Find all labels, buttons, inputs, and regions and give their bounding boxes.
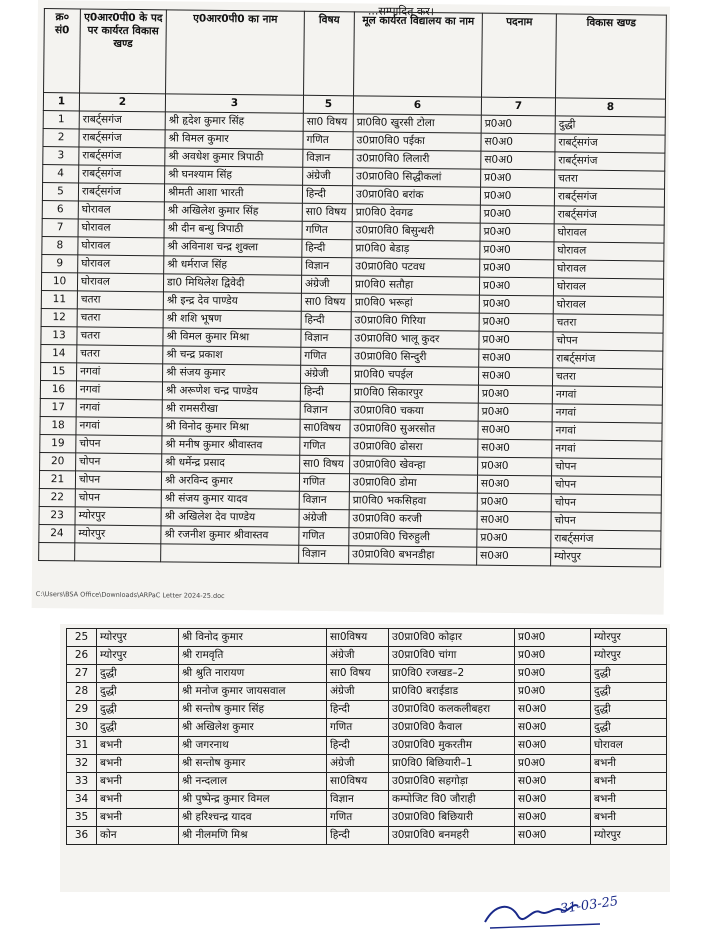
cell-home: बभनी: [591, 755, 667, 773]
cell-designation: स0अ0: [481, 133, 555, 152]
cell-home: बभनी: [591, 809, 667, 827]
cell-home: चोपन: [551, 512, 661, 531]
cell-home: राबर्ट्सगंज: [554, 206, 664, 225]
cell-school: उ0प्रा0वि0 सहगोड़ा: [389, 773, 515, 791]
cell-block: चोपन: [75, 471, 161, 490]
cell-home: घोरावल: [591, 737, 667, 755]
cell-home: चतरा: [552, 368, 662, 387]
cell-name: श्री अखिलेश देव पाण्डेय: [161, 508, 299, 527]
cell-home: दुद्धी: [591, 719, 667, 737]
cell-home: नगवां: [552, 386, 662, 405]
cell-name: श्री मनोज कुमार जायसवाल: [179, 683, 327, 701]
cell-subject: गणित: [327, 719, 389, 737]
table-row: [67, 773, 667, 791]
table-row: [67, 629, 667, 647]
cell-designation: प्र0अ0: [479, 313, 553, 332]
cell-block: राबर्ट्सगंज: [79, 147, 165, 166]
cell-block: बभनी: [97, 791, 179, 809]
cell-sn: 7: [42, 219, 78, 237]
cell-subject: हिन्दी: [300, 383, 350, 402]
cell-subject: अंग्रेजी: [301, 275, 351, 294]
cell-home: नगवां: [552, 422, 662, 441]
cell-name: श्री विमल कुमार: [165, 130, 303, 149]
cell-home: म्योरपुर: [591, 629, 667, 647]
table-row: [67, 755, 667, 773]
cell-sn: 9: [42, 255, 78, 273]
cell-designation: प्र0अ0: [515, 665, 591, 683]
cell-name: श्री नन्दलाल: [179, 773, 327, 791]
cell-home: घोरावल: [553, 296, 663, 315]
cell-subject: हिन्दी: [327, 737, 389, 755]
table-row: [67, 683, 667, 701]
cell-sn: 26: [67, 647, 97, 665]
table-row: [67, 647, 667, 665]
column-number: 3: [165, 94, 303, 113]
document-page-1: [32, 0, 670, 615]
cell-designation: स0अ0: [515, 827, 591, 845]
cell-sn: 10: [41, 273, 77, 291]
cell-subject: अंग्रेजी: [299, 509, 349, 528]
signature-date: 31-03-25: [559, 894, 620, 917]
cell-block: बभनी: [97, 737, 179, 755]
cell-designation: स0अ0: [479, 349, 553, 368]
cell-subject: विज्ञान: [299, 491, 349, 510]
cell-school: उ0प्रा0वि0 पईका: [353, 132, 481, 151]
col-header-school: मूल कार्यरत विद्यालय का नाम: [354, 12, 483, 97]
cell-sn: 19: [40, 435, 76, 453]
cell-subject: विज्ञान: [301, 329, 351, 348]
document-page-2: [60, 624, 670, 892]
cell-block: घोरावल: [78, 237, 164, 256]
cell-subject: अंग्रेजी: [303, 167, 353, 186]
cell-subject: सा0 विषय: [300, 455, 350, 474]
cell-home: दुद्धी: [591, 701, 667, 719]
cell-designation: प्र0अ0: [478, 385, 552, 404]
column-number: 7: [481, 97, 555, 116]
cell-school: प्रा0वि0 सतौहा: [351, 276, 479, 295]
cell-name: श्री सन्तोष कुमार सिंह: [179, 701, 327, 719]
cell-sn: 27: [67, 665, 97, 683]
cell-block: बभनी: [97, 755, 179, 773]
cell-name: श्री धर्मराज सिंह: [164, 256, 302, 275]
col-header-subject: विषय: [304, 11, 355, 96]
column-number: 2: [79, 93, 165, 112]
cell-school: उ0प्रा0वि0 सुअरसोत: [350, 420, 478, 439]
cell-home: राबर्ट्सगंज: [555, 134, 665, 153]
cell-name: श्री अवधेश कुमार त्रिपाठी: [165, 148, 303, 167]
cell-name: श्री अरूणेश चन्द्र पाण्डेय: [162, 382, 300, 401]
header-note: ...सम्पादित कर।: [367, 4, 435, 19]
cell-designation: स0अ0: [515, 791, 591, 809]
cell-block: घोरावल: [78, 201, 164, 220]
cell-block: म्योरपुर: [97, 647, 179, 665]
cell-block: घोरावल: [78, 255, 164, 274]
cell-designation: स0अ0: [477, 547, 551, 566]
cell-designation: स0अ0: [515, 719, 591, 737]
table-row: [67, 701, 667, 719]
cell-designation: स0अ0: [515, 773, 591, 791]
cell-designation: प्र0अ0: [515, 647, 591, 665]
cell-subject: अंग्रेजी: [327, 755, 389, 773]
cell-name: श्री हरिश्चन्द्र यादव: [179, 809, 327, 827]
cell-subject: अंग्रेजी: [301, 365, 351, 384]
cell-school: उ0प्रा0वि0 बरांक: [352, 186, 480, 205]
cell-sn: 3: [43, 147, 79, 165]
cell-subject: गणित: [300, 437, 350, 456]
cell-school: प्रा0वि0 भकसिहवा: [349, 492, 477, 511]
table-row: [67, 791, 667, 809]
cell-designation: प्र0अ0: [480, 259, 554, 278]
cell-subject: गणित: [301, 347, 351, 366]
cell-block: बभनी: [97, 773, 179, 791]
cell-subject: हिन्दी: [302, 185, 352, 204]
cell-sn: 25: [67, 629, 97, 647]
cell-school: प्रा0वि0 बेडाड़: [352, 240, 480, 259]
cell-school: प्रा0वि0 चपईल: [350, 366, 478, 385]
cell-home: नगवां: [552, 440, 662, 459]
cell-sn: 8: [42, 237, 78, 255]
cell-sn: 35: [67, 809, 97, 827]
cell-subject: गणित: [299, 527, 349, 546]
cell-block: राबर्ट्सगंज: [79, 165, 165, 184]
cell-designation: स0अ0: [477, 511, 551, 530]
cell-sn: 17: [40, 399, 76, 417]
column-number: 6: [353, 96, 481, 115]
column-number: 8: [555, 98, 665, 117]
cell-block: चतरा: [77, 291, 163, 310]
cell-designation: प्र0अ0: [481, 115, 555, 134]
cell-sn: 30: [67, 719, 97, 737]
cell-sn: 21: [39, 471, 75, 489]
cell-designation: स0अ0: [478, 367, 552, 386]
cell-name: श्री पुष्पेन्द्र कुमार विमल: [179, 791, 327, 809]
cell-name: श्री अविनाश चन्द्र शुक्ला: [164, 238, 302, 257]
cell-sn: 2: [43, 129, 79, 147]
table-row: [67, 827, 667, 845]
cell-home: दुद्धी: [591, 683, 667, 701]
cell-block: नगवां: [76, 381, 162, 400]
cell-sn: 1: [43, 111, 79, 129]
cell-school: उ0प्रा0वि0 पटवध: [352, 258, 480, 277]
cell-sn: 11: [41, 291, 77, 309]
column-number: 1: [43, 93, 79, 111]
cell-designation: प्र0अ0: [515, 683, 591, 701]
cell-designation: प्र0अ0: [477, 493, 551, 512]
cell-sn: 13: [41, 327, 77, 345]
cell-name: श्री मनीष कुमार श्रीवास्तव: [162, 436, 300, 455]
cell-subject: गणित: [327, 809, 389, 827]
cell-block: चोपन: [75, 489, 161, 508]
cell-subject: सा0विषय: [327, 773, 389, 791]
cell-sn: 4: [43, 165, 79, 183]
col-header-name: ए0आर0पी0 का नाम: [166, 10, 305, 95]
cell-sn: 36: [67, 827, 97, 845]
cell-home: घोरावल: [554, 260, 664, 279]
cell-name: श्री हृदेश कुमार सिंह: [165, 112, 303, 131]
table-row: [67, 737, 667, 755]
cell-sn: 12: [41, 309, 77, 327]
cell-school: उ0प्रा0वि0 कलकलीबहरा: [389, 701, 515, 719]
cell-home: म्योरपुर: [591, 647, 667, 665]
cell-designation: प्र0अ0: [479, 277, 553, 296]
cell-home: म्योरपुर: [591, 827, 667, 845]
cell-name: श्री धर्मेन्द्र प्रसाद: [162, 454, 300, 473]
cell-designation: प्र0अ0: [479, 295, 553, 314]
cell-empty: [161, 544, 299, 563]
cell-name: श्री शशि भूषण: [163, 310, 301, 329]
cell-school: प्रा0वि0 बिछियारी–1: [389, 755, 515, 773]
cell-school: उ0प्रा0वि0 गिरिया: [351, 312, 479, 331]
cell-designation: प्र0अ0: [480, 187, 554, 206]
cell-sn: 20: [40, 453, 76, 471]
cell-block: चतरा: [77, 309, 163, 328]
cell-designation: स0अ0: [478, 421, 552, 440]
cell-block: घोरावल: [78, 219, 164, 238]
cell-block: घोरावल: [77, 273, 163, 292]
cell-school: उ0प्रा0वि0 बनमहरी: [389, 827, 515, 845]
cell-school: उ0प्रा0वि0 मुकरतीम: [389, 737, 515, 755]
cell-school: प्रा0वि0 सिकारपुर: [350, 384, 478, 403]
cell-school: उ0प्रा0वि0 लिलारी: [353, 150, 481, 169]
cell-name: श्री संजय कुमार यादव: [161, 490, 299, 509]
cell-name: श्री दीन बन्धु त्रिपाठी: [164, 220, 302, 239]
cell-name: श्री विनोद कुमार मिश्रा: [162, 418, 300, 437]
cell-block: म्योरपुर: [75, 507, 161, 526]
cell-school: उ0प्रा0वि0 कोढ़ार: [389, 629, 515, 647]
cell-name: श्री सन्तोष कुमार: [179, 755, 327, 773]
cell-home: चोपन: [553, 332, 663, 351]
cell-designation: स0अ0: [477, 475, 551, 494]
cell-home: बभनी: [591, 773, 667, 791]
column-number: 5: [303, 95, 353, 114]
cell-name: श्री चन्द्र प्रकाश: [163, 346, 301, 365]
cell-school: प्रा0वि0 बराईडाड: [389, 683, 515, 701]
cell-block: चोपन: [76, 453, 162, 472]
cell-sn: 22: [39, 489, 75, 507]
cell-home: चोपन: [552, 458, 662, 477]
cell-home: चतरा: [555, 170, 665, 189]
table-body-part-2: [67, 629, 667, 845]
cell-block: दुद्धी: [97, 665, 179, 683]
cell-block: नगवां: [76, 417, 162, 436]
cell-home: राबर्ट्सगंज: [553, 350, 663, 369]
cell-sn: 5: [42, 183, 78, 201]
cell-sn: 18: [40, 417, 76, 435]
cell-subject: सा0 विषय: [301, 293, 351, 312]
cell-home: घोरावल: [554, 224, 664, 243]
cell-subject: हिन्दी: [301, 311, 351, 330]
cell-sn: 6: [42, 201, 78, 219]
staff-table-part-1: [38, 8, 667, 567]
cell-block: नगवां: [76, 399, 162, 418]
cell-designation: प्र0अ0: [481, 169, 555, 188]
cell-sn: 15: [41, 363, 77, 381]
cell-block: म्योरपुर: [75, 525, 161, 544]
cell-home: राबर्ट्सगंज: [551, 530, 661, 549]
cell-school: उ0प्रा0वि0 भालू कुदर: [351, 330, 479, 349]
cell-school: उ0प्रा0वि0 बिसुन्धरी: [352, 222, 480, 241]
cell-school: प्रा0वि0 खुरसी टोला: [353, 114, 481, 133]
cell-block: दुद्धी: [97, 683, 179, 701]
cell-school: कम्पोजिट वि0 जौराही: [389, 791, 515, 809]
cell-block: दुद्धी: [97, 719, 179, 737]
cell-designation: प्र0अ0: [479, 331, 553, 350]
cell-designation: स0अ0: [478, 439, 552, 458]
cell-school: प्रा0वि0 देवगढ: [352, 204, 480, 223]
cell-subject: गणित: [299, 473, 349, 492]
table-header-row: [44, 9, 667, 100]
cell-name: श्री नीलमणि मिश्र: [179, 827, 327, 845]
cell-sn: 14: [41, 345, 77, 363]
cell-home: घोरावल: [554, 242, 664, 261]
cell-subject: विज्ञान: [300, 401, 350, 420]
cell-name: श्री जगरनाथ: [179, 737, 327, 755]
cell-subject: विज्ञान: [303, 149, 353, 168]
cell-empty: [75, 543, 161, 562]
cell-name: श्रीमती आशा भारती: [164, 184, 302, 203]
cell-sn: 29: [67, 701, 97, 719]
cell-home: चतरा: [553, 314, 663, 333]
cell-designation: प्र0अ0: [480, 223, 554, 242]
cell-school: उ0प्रा0वि0 ढोसरा: [350, 438, 478, 457]
cell-subject: सा0विषय: [300, 419, 350, 438]
col-header-designation: पदनाम: [482, 13, 557, 98]
cell-block: नगवां: [77, 363, 163, 382]
cell-subject: अंग्रेजी: [327, 683, 389, 701]
cell-subject: हिन्दी: [302, 239, 352, 258]
cell-block: राबर्ट्सगंज: [79, 129, 165, 148]
cell-designation: स0अ0: [515, 737, 591, 755]
cell-school: उ0प्रा0वि0 चिरुहुली: [349, 528, 477, 547]
table-row: [67, 665, 667, 683]
cell-designation: प्र0अ0: [515, 629, 591, 647]
cell-block: चोपन: [76, 435, 162, 454]
cell-school: उ0प्रा0वि0 बिछियारी: [389, 809, 515, 827]
cell-subject: हिन्दी: [327, 701, 389, 719]
cell-block: चतरा: [77, 345, 163, 364]
cell-school: प्रा0वि0 भरूहां: [351, 294, 479, 313]
cell-subject: सा0 विषय: [302, 203, 352, 222]
cell-home: बभनी: [591, 791, 667, 809]
cell-home: म्योरपुर: [551, 548, 661, 567]
cell-school: उ0प्रा0वि0 चकया: [350, 402, 478, 421]
cell-school: उ0प्रा0वि0 खेवन्हा: [350, 456, 478, 475]
cell-school: उ0प्रा0वि0 चांगा: [389, 647, 515, 665]
table-row: [67, 719, 667, 737]
cell-school: उ0प्रा0वि0 कैवाल: [389, 719, 515, 737]
cell-name: श्री अखिलेश कुमार: [179, 719, 327, 737]
cell-school: उ0प्रा0वि0 करजी: [349, 510, 477, 529]
cell-sn: 28: [67, 683, 97, 701]
cell-designation: स0अ0: [481, 151, 555, 170]
cell-sn: 33: [67, 773, 97, 791]
cell-home: दुद्धी: [591, 665, 667, 683]
col-header-home-block: विकास खण्ड: [556, 14, 667, 99]
cell-name: श्री अरविन्द कुमार: [161, 472, 299, 491]
cell-name: श्री संजय कुमार: [163, 364, 301, 383]
cell-subject: हिन्दी: [327, 827, 389, 845]
cell-block: राबर्ट्सगंज: [78, 183, 164, 202]
cell-designation: स0अ0: [515, 809, 591, 827]
cell-block: दुद्धी: [97, 701, 179, 719]
cell-sn: 24: [39, 525, 75, 543]
cell-empty: [39, 543, 75, 561]
cell-school: उ0प्रा0वि0 सिद्धीकलां: [353, 168, 481, 187]
table-body-part-1: [39, 111, 666, 567]
cell-block: कोन: [97, 827, 179, 845]
cell-home: दुद्धी: [555, 116, 665, 135]
cell-home: घोरावल: [553, 278, 663, 297]
cell-name: श्री श्रुति नारायण: [179, 665, 327, 683]
cell-subject: गणित: [302, 221, 352, 240]
cell-school: प्रा0वि0 रजखड–2: [389, 665, 515, 683]
cell-name: श्री विमल कुमार मिश्रा: [163, 328, 301, 347]
cell-name: श्री रामसरीखा: [162, 400, 300, 419]
cell-home: राबर्ट्सगंज: [554, 188, 664, 207]
cell-designation: प्र0अ0: [515, 755, 591, 773]
cell-school: उ0प्रा0वि0 बभनडीहा: [349, 546, 477, 565]
cell-block: चतरा: [77, 327, 163, 346]
col-header-sn: क्र० सं0: [44, 9, 81, 93]
cell-sn: 34: [67, 791, 97, 809]
cell-designation: प्र0अ0: [478, 457, 552, 476]
cell-home: नगवां: [552, 404, 662, 423]
cell-block: म्योरपुर: [97, 629, 179, 647]
cell-school: उ0प्रा0वि0 सिन्दुरी: [351, 348, 479, 367]
cell-name: श्री रजनीश कुमार श्रीवास्तव: [161, 526, 299, 545]
cell-subject: सा0विषय: [327, 629, 389, 647]
cell-subject: विज्ञान: [327, 791, 389, 809]
cell-subject: अंग्रेजी: [327, 647, 389, 665]
cell-home: चोपन: [551, 476, 661, 495]
cell-name: श्री रामवृति: [179, 647, 327, 665]
cell-designation: प्र0अ0: [477, 529, 551, 548]
cell-sn: 31: [67, 737, 97, 755]
cell-home: चोपन: [551, 494, 661, 513]
cell-designation: स0अ0: [515, 701, 591, 719]
cell-subject: विज्ञान: [302, 257, 352, 276]
cell-home: राबर्ट्सगंज: [555, 152, 665, 171]
cell-subject: सा0 विषय: [327, 665, 389, 683]
table-row: [67, 809, 667, 827]
cell-name: श्री अखिलेश कुमार सिंह: [164, 202, 302, 221]
cell-designation: प्र0अ0: [478, 403, 552, 422]
cell-name: डा0 मिथिलेश द्विवेदी: [163, 274, 301, 293]
cell-sn: 32: [67, 755, 97, 773]
cell-subject: विज्ञान: [299, 545, 349, 564]
staff-table-part-2: [66, 628, 667, 845]
cell-sn: 23: [39, 507, 75, 525]
cell-subject: सा0 विषय: [303, 113, 353, 132]
cell-block: बभनी: [97, 809, 179, 827]
footer-file-path: C:\Users\BSA Office\Downloads\ARPaC Letter 2024-25.doc: [35, 590, 225, 600]
cell-school: उ0प्रा0वि0 डोमा: [349, 474, 477, 493]
cell-name: श्री इन्द्र देव पाण्डेय: [163, 292, 301, 311]
cell-name: श्री घनश्याम सिंह: [165, 166, 303, 185]
cell-designation: प्र0अ0: [480, 241, 554, 260]
cell-name: श्री विनोद कुमार: [179, 629, 327, 647]
cell-subject: गणित: [303, 131, 353, 150]
cell-sn: 16: [40, 381, 76, 399]
col-header-posted-block: ए0आर0पी0 के पद पर कार्यरत विकास खण्ड: [80, 9, 167, 94]
cell-designation: प्र0अ0: [480, 205, 554, 224]
cell-block: राबर्ट्सगंज: [79, 111, 165, 130]
